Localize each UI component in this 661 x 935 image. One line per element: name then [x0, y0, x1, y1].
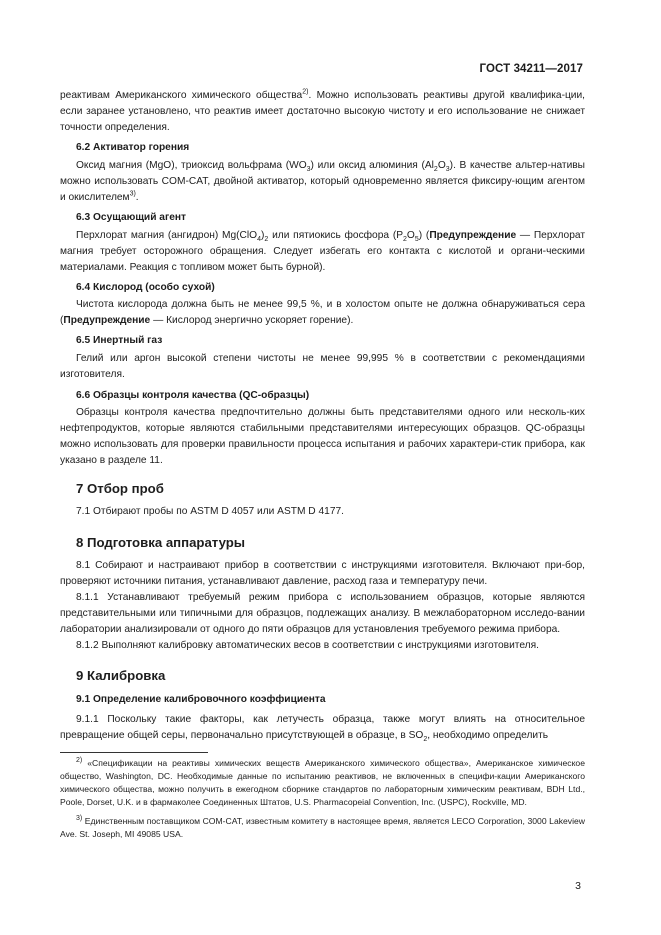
section-6-5-text: Гелий или аргон высокой степени чистоты не менее 99,995 % в соответствии с рекомендациями изготовителя.	[60, 353, 585, 380]
footnote-3: $^{3)}$ Единственным поставщиком COM-CAT, известным комитету в настоящее время, является LECO Corporation, 3000 Lakeview Ave. St. Joseph, MI 49085 USA.	[60, 815, 585, 839]
paragraph-7-1: 7.1 Отбирают пробы по ASTM D 4057 или ASTM D 4177.	[76, 506, 344, 517]
paragraph-8-1-2: 8.1.2 Выполняют калибровку автоматических весов в соответствии с инструкциями изготовителя.	[76, 640, 539, 651]
section-6-3-heading: 6.3 Осущающий агент	[76, 212, 187, 223]
footnote-2: $^{2)}$ «Спецификации на реактивы химических веществ Американского химического общества», Американское химическое общество, Washington, DC. Необходимые данные по испытанию реактивов, не включенных в специфи-кации Американского химического общества, можно получить в ежегодном сборнике стандартов по лабораторным химическим реактивам, BDH Ltd., Poole, Dorset, U.K. и в фармаколее Соединенных Штатов, U.S. Pharmacopeial Convention, Inc. (USPC), Rockville, MD.	[60, 757, 585, 807]
section-6-4-heading: 6.4 Кислород (особо сухой)	[76, 282, 215, 293]
section-6-4-text: Чистота кислорода должна быть не менее 99,5 %, и в холостом опыте не должна обнаруживаться сера (Предупреждение — Кислород энергично ускоряет горение).	[60, 299, 585, 326]
section-9-heading: 9 Калибровка	[76, 668, 166, 683]
footnote-divider	[60, 752, 208, 753]
footnote-ref: 2)	[302, 88, 309, 96]
intro-paragraph: реактивам Американского химического общества$^{2)}$. Можно использовать реактивы другой квалифика-ции, если заранее установлено, что реактив имеет достаточно высокую чистоту и его использование не снижает точности определения.	[60, 88, 586, 133]
paragraph-8-1: 8.1 Собирают и настраивают прибор в соответствии с инструкциями изготовителя. Включают при-бор, проверяют источники питания, устанавливают давление, расход газа и температуру печи.	[60, 560, 585, 587]
footnote-ref: 3)	[129, 190, 136, 198]
section-6-3-text: Перхлорат магния (ангидрон) $Mg(ClO_4)_2$ или пятиокись фосфора $(P_2O_5)$ (Предупреждение — Перхлорат магния требует осторожного обращения. Следует избегать его контакта с кислотой и органи-ческими материалами. Реакция с топливом может быть бурной).	[60, 230, 585, 273]
section-6-6-text: Образцы контроля качества предпочтительно должны быть представителями одного или несколь-ких нефтепродуктов, которые являются стабильными представителями интересующих образцов. QC-образцы можно использовать для проверки правильности процесса испытания и рабочих характери-стик прибора, как указано в разделе 11.	[60, 407, 585, 466]
section-8-heading: 8 Подготовка аппаратуры	[76, 535, 246, 550]
document-header: ГОСТ 34211—2017	[479, 63, 583, 75]
page-number: 3	[575, 880, 581, 892]
section-9-1-heading: 9.1 Определение калибровочного коэффициента	[76, 694, 326, 705]
section-6-6-heading: 6.6 Образцы контроля качества (QC-образцы)	[76, 390, 310, 401]
section-6-2-text: Оксид магния (MgO), триоксид вольфрама $(WO_3)$ или оксид алюминия $(Al_2O_3)$. В качестве альтер-нативы можно использовать COM-CAT, двойной активатор, который одновременно является фиксиру-ющим агентом и окислителем$^{3)}$.	[60, 160, 585, 203]
section-7-heading: 7 Отбор проб	[76, 481, 164, 496]
paragraph-9-1-1: 9.1.1 Поскольку такие факторы, как летучесть образца, также могут влиять на относительное превращение общей серы, первоначально присутствующей в образце, в $SO_2$, необходимо определить	[60, 714, 585, 744]
paragraph-8-1-1: 8.1.1 Устанавливают требуемый режим прибора с использованием образцов, которые являются представительными или типичными для образцов, подлежащих анализу. В межлабораторном исследо-вании лаборатории анализировали от одного до пяти образцов для установления требуемого режима прибора.	[60, 592, 585, 635]
section-6-2-heading: 6.2 Активатор горения	[76, 142, 190, 153]
section-6-5-heading: 6.5 Инертный газ	[76, 335, 163, 346]
